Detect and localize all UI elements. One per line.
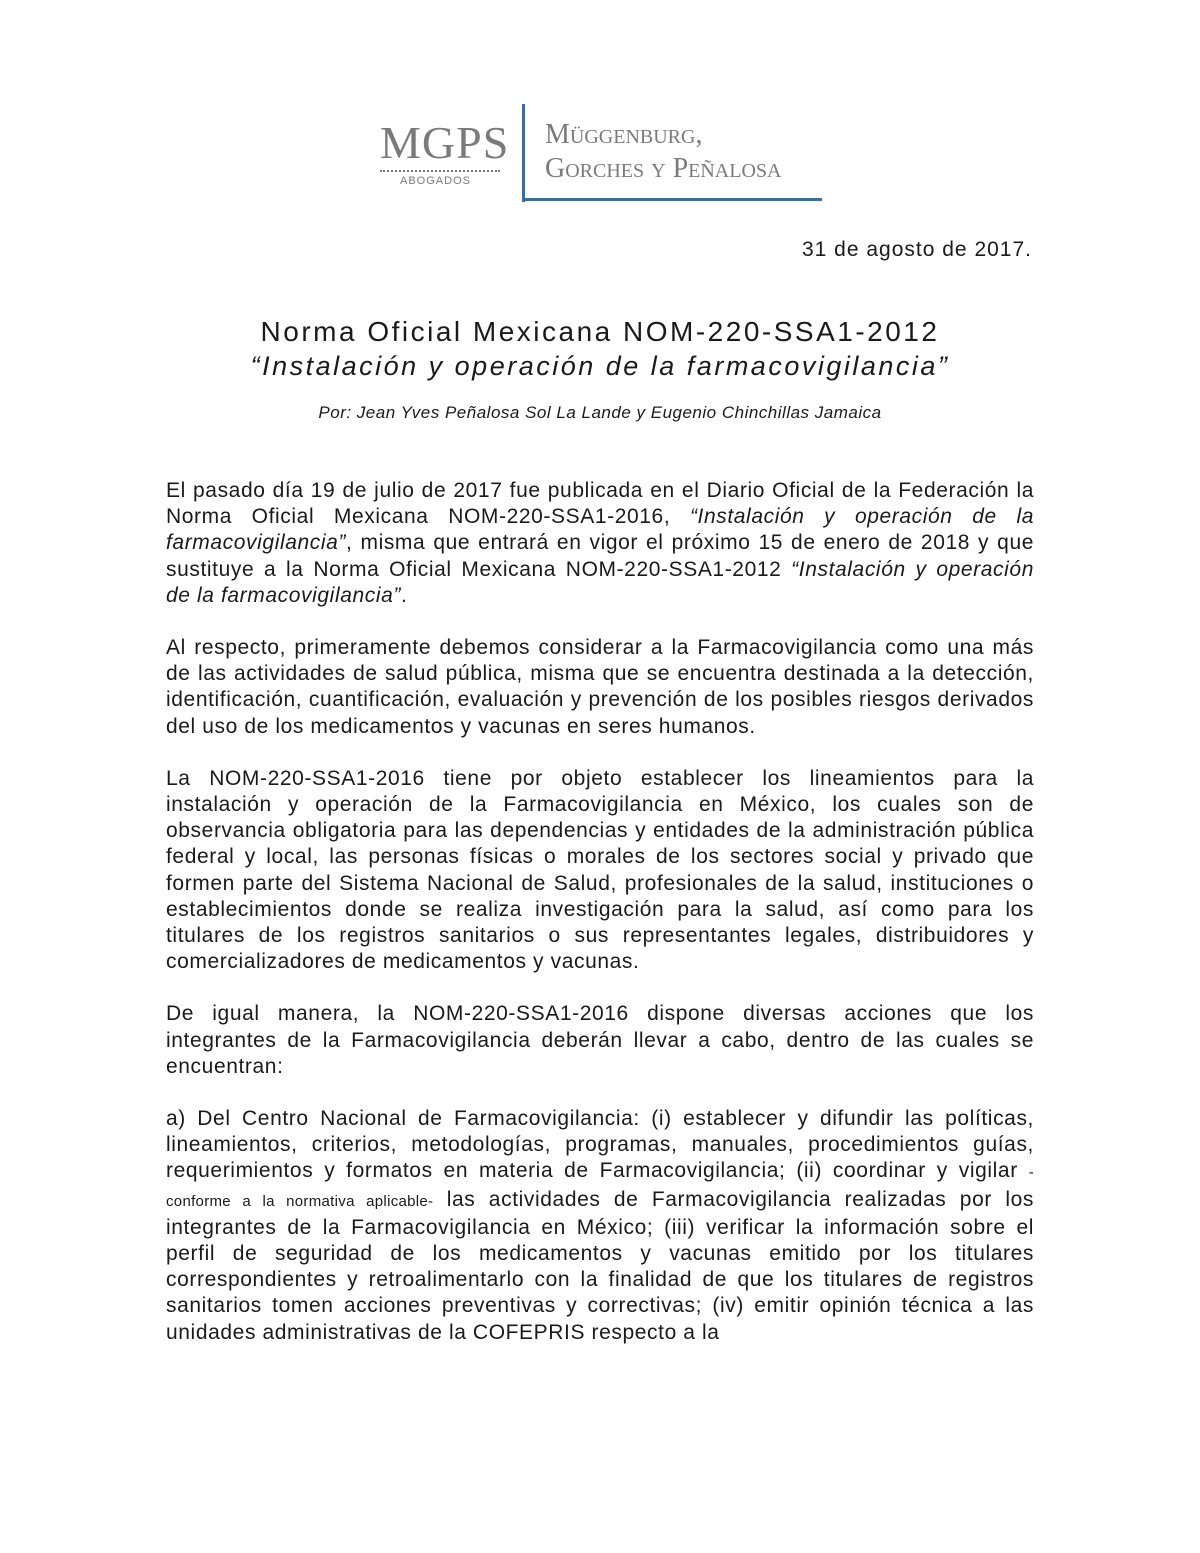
logo-firm-name [545, 118, 781, 186]
paragraph-2: Al respecto, primeramente debemos considerar a la Farmacovigilancia como una más de las actividades de salud pública, misma que se encuentra destinada a la detección, identificación, cuantificación, evaluación y prevención de los posibles riesgos derivados del uso de los medicamentos y vacunas en seres humanos. [166, 636, 1034, 738]
paragraph-5-text-a: a) Del Centro Nacional de Farmacovigilancia: (i) establecer y difundir las políticas, lineamientos, criterios, metodologías, programas, manuales, procedimientos guías, requerimientos y formatos en materia de Farmacovigilancia; (ii) coordinar y vigilar [166, 1107, 1034, 1183]
paragraph-4: De igual manera, la NOM-220-SSA1-2016 dispone diversas acciones que los integrantes de la Farmacovigilancia deberán llevar a cabo, dentro de las cuales se encuentran: [166, 1002, 1034, 1078]
logo-dotted-rule [380, 170, 500, 172]
document-title: Norma Oficial Mexicana NOM-220-SSA1-2012 [260, 316, 940, 347]
paragraph-1-quote-a: “Instalación y operación de la farmacovigilancia” [166, 505, 1034, 555]
paragraph-5-aside: -conforme a la normativa aplicable- [166, 1164, 1034, 1210]
paragraph-1-quote-b: “Instalación y operación de la farmacovigilancia” [166, 557, 1034, 607]
document-authors: Por: Jean Yves Peñalosa Sol La Lande y Eugenio Chinchillas Jamaica [318, 403, 882, 422]
logo-firm-name-line2: Gorches y Peñalosa [545, 153, 782, 184]
logo-mgps-text: MGPS [380, 117, 510, 168]
logo-vertical-bar [522, 104, 525, 202]
logo-firm-name-line1: Müggenburg, [545, 119, 703, 150]
logo-mark [380, 117, 510, 187]
paragraph-3: La NOM-220-SSA1-2016 tiene por objeto establecer los lineamientos para la instalación y operación de la Farmacovigilancia en México, los cuales son de observancia obligatoria para las dependencias y entidades de la administración pública federal y local, las personas físicas o morales de los sectores social y privado que formen parte del Sistema Nacional de Salud, profesionales de la salud, instituciones o establecimientos donde se realiza investigación para la salud, así como para los titulares de los registros sanitarios o sus representantes legales, distribuidores y comercializadores de medicamentos y vacunas. [166, 766, 1034, 974]
logo-bottom-bar [522, 198, 822, 201]
document-subtitle: “Instalación y operación de la farmacovigilancia” [250, 351, 950, 381]
document-date: 31 de agosto de 2017. [801, 238, 1032, 261]
paragraph-1-text-c: . [401, 583, 408, 607]
paragraph-5 [166, 1106, 1034, 1346]
paragraph-1 [166, 478, 1034, 609]
paragraph-1-text-b: , misma que entrará en vigor el próximo 15 de enero de 2018 y que sustituye a la Norma Oficial Mexicana NOM-220-SSA1-2012 [166, 531, 1034, 581]
document-body [166, 478, 1034, 1372]
title-block [166, 315, 1034, 423]
paragraph-1-text-a: El pasado día 19 de julio de 2017 fue publicada en el Diario Oficial de la Federación la Norma Oficial Mexicana NOM-220-SSA1-2016, [166, 479, 1034, 529]
firm-logo [380, 100, 840, 205]
logo-subtitle: ABOGADOS [400, 175, 471, 187]
paragraph-5-text-b: las actividades de Farmacovigilancia realizadas por los integrantes de la Farmacovigilancia en México; (iii) verificar la información sobre el perfil de seguridad de los medicamentos y vacunas emitido por los titulares correspondientes y retroalimentarlo con la finalidad de que los titulares de registros sanitarios tomen acciones preventivas y correctivas; (iv) emitir opinión técnica a las unidades administrativas de la COFEPRIS respecto a la [166, 1187, 1034, 1344]
